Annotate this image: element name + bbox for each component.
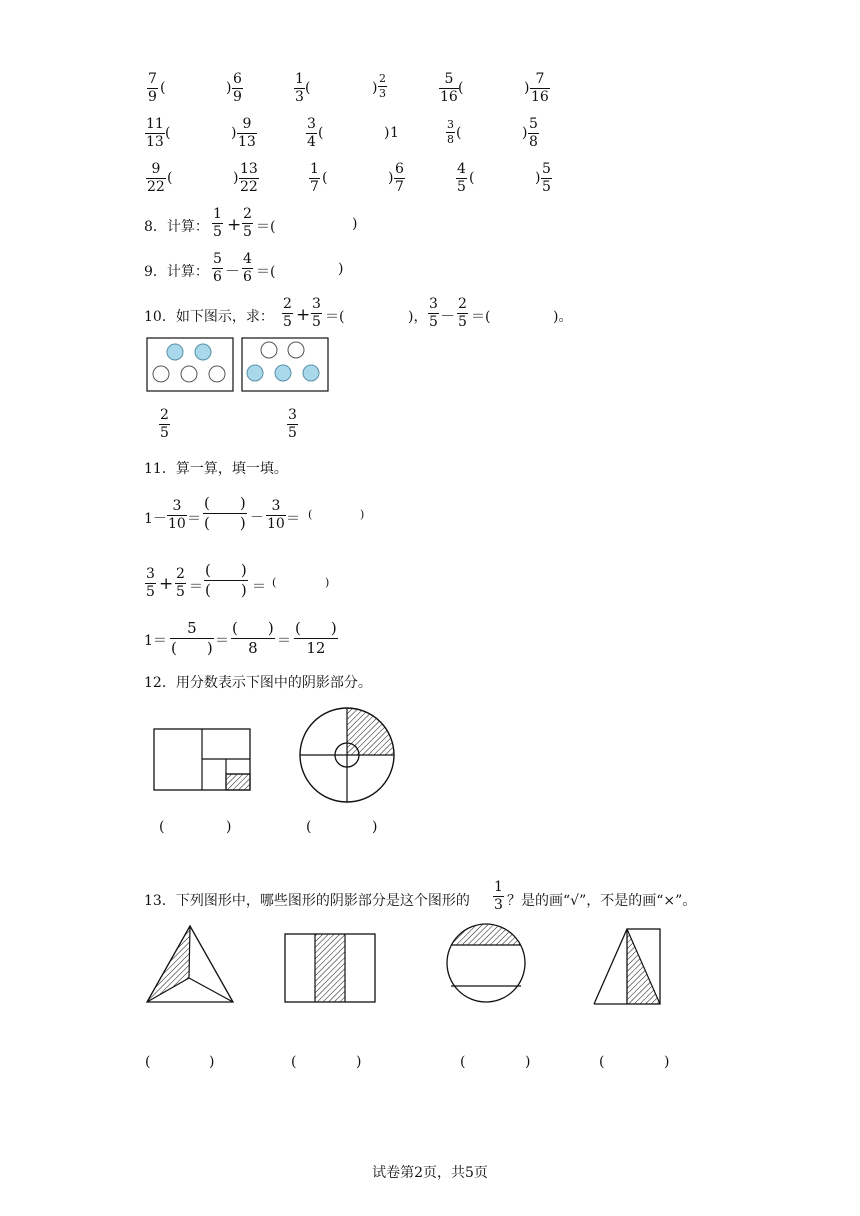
- fraction: [242, 207, 253, 240]
- fraction: [212, 207, 223, 240]
- blank-open: (: [458, 80, 464, 96]
- blank-close: ): [352, 216, 358, 232]
- denominator: 8: [248, 639, 258, 657]
- equals-open: ＝(: [471, 309, 491, 325]
- blank-open: (: [167, 170, 173, 186]
- circle-shaded-figure: [298, 706, 398, 806]
- denominator: 5: [283, 314, 292, 330]
- blank-open: (: [165, 125, 171, 141]
- answer-blank-close: ): [525, 1054, 531, 1070]
- numerator: 3: [146, 566, 155, 582]
- fraction: [493, 880, 504, 913]
- numerator: ( ): [205, 561, 247, 579]
- fraction: [530, 72, 550, 105]
- numerator: 4: [457, 161, 466, 177]
- blank-close: ): [226, 80, 232, 96]
- answer-blank-open[interactable]: (: [159, 819, 165, 835]
- answer-blank-open[interactable]: (: [291, 1054, 297, 1070]
- fraction: [456, 162, 467, 195]
- numerator: 7: [148, 71, 157, 87]
- fraction: [212, 252, 223, 285]
- numerator: 2: [283, 296, 292, 312]
- fraction: [294, 72, 305, 105]
- numerator: 4: [243, 251, 252, 267]
- denominator: 13: [238, 134, 256, 150]
- blank-open: (: [322, 170, 328, 186]
- fraction: [528, 117, 539, 150]
- denominator: 10: [267, 516, 285, 532]
- rectangle-shaded-figure: [153, 728, 253, 794]
- blank-fraction[interactable]: [294, 620, 338, 657]
- dot-diagram-two-fifths: [146, 337, 236, 393]
- answer-blank-close: ): [209, 1054, 215, 1070]
- blank-close: ): [535, 170, 541, 186]
- blank-close: ): [384, 125, 390, 141]
- numerator: 5: [542, 161, 551, 177]
- blank-close: ): [325, 576, 330, 589]
- blank-open[interactable]: (: [272, 576, 277, 589]
- numerator: ( ): [204, 494, 246, 512]
- denominator: 5: [146, 584, 155, 600]
- numerator: 1: [213, 206, 222, 222]
- numerator: 3: [312, 296, 321, 312]
- blank-close: ): [360, 508, 365, 521]
- fraction: [145, 117, 165, 150]
- blank-open[interactable]: (: [308, 508, 313, 521]
- denominator: 16: [440, 89, 458, 105]
- question-10-label: 10．如下图示，求：: [144, 309, 274, 325]
- blank-close: )，: [408, 309, 428, 325]
- blank-close: )。: [553, 309, 573, 325]
- numerator: 5: [187, 619, 197, 637]
- fraction: [311, 297, 322, 330]
- denominator: 3: [494, 897, 503, 913]
- fraction: [232, 72, 243, 105]
- denominator: 5: [213, 224, 222, 240]
- numerator: 11: [146, 116, 164, 132]
- denominator: 5: [457, 179, 466, 195]
- numerator: ( ): [232, 619, 274, 637]
- denominator: 5: [176, 584, 185, 600]
- denominator: 3: [295, 89, 304, 105]
- equals: ＝: [277, 633, 291, 649]
- blank-close: ): [388, 170, 394, 186]
- denominator: 7: [395, 179, 404, 195]
- rectangle-strip-figure: [284, 933, 378, 1005]
- denominator: 5: [288, 425, 297, 441]
- denominator: 13: [146, 134, 164, 150]
- denominator: 16: [531, 89, 549, 105]
- fraction: [239, 162, 259, 195]
- fraction: [147, 72, 158, 105]
- blank-open: (: [160, 80, 166, 96]
- answer-blank-close: ): [372, 819, 378, 835]
- numerator: 7: [535, 71, 545, 87]
- denominator: 12: [306, 639, 326, 657]
- denominator: 7: [310, 179, 319, 195]
- numerator: 3: [307, 116, 316, 132]
- numerator: 13: [240, 161, 258, 177]
- fraction: [439, 72, 459, 105]
- blank-open: (: [318, 125, 324, 141]
- numerator: 3: [172, 498, 182, 514]
- blank-close: ): [524, 80, 530, 96]
- fraction: [242, 252, 253, 285]
- fraction: [306, 117, 317, 150]
- equals-open: ＝(: [325, 309, 345, 325]
- numerator: 3: [447, 118, 454, 131]
- denominator: 5: [312, 314, 321, 330]
- denominator: 22: [240, 179, 258, 195]
- blank-open: (: [305, 80, 311, 96]
- fraction: [428, 297, 439, 330]
- numerator: 6: [233, 71, 242, 87]
- equals: ＝: [215, 633, 229, 649]
- equals-open: ＝(: [256, 219, 276, 235]
- equals: ＝: [187, 511, 201, 527]
- blank-fraction[interactable]: [170, 620, 214, 657]
- answer-blank-close: ): [226, 819, 232, 835]
- numerator: 1: [494, 879, 503, 895]
- denominator: ( ): [205, 581, 247, 599]
- answer-blank-open[interactable]: (: [145, 1054, 151, 1070]
- question-11-label: 11．算一算，填一填。: [144, 461, 288, 477]
- whole-equals: 1＝: [144, 633, 167, 649]
- operator: +: [159, 574, 174, 594]
- blank-close: ): [522, 125, 528, 141]
- numerator: ( ): [295, 619, 337, 637]
- question-13-label-tail: ？是的画“√”，不是的画“×”。: [507, 893, 697, 909]
- fraction: [378, 73, 387, 100]
- fraction: [309, 162, 320, 195]
- circle-band-figure: [445, 922, 529, 1006]
- blank-close: ): [233, 170, 239, 186]
- blank-close: ): [338, 261, 344, 277]
- numerator: 2: [176, 566, 185, 582]
- numerator: 2: [243, 206, 252, 222]
- numerator: 1: [310, 161, 319, 177]
- denominator: 8: [529, 134, 538, 150]
- fraction: [457, 297, 468, 330]
- answer-blank-open[interactable]: (: [306, 819, 312, 835]
- numerator: 3: [429, 296, 438, 312]
- equals: ＝: [252, 579, 266, 595]
- denominator: 5: [429, 314, 438, 330]
- equals: ＝: [189, 579, 203, 595]
- blank-close: ): [231, 125, 237, 141]
- denominator: 4: [307, 134, 316, 150]
- fraction: [282, 297, 293, 330]
- numerator: 2: [458, 296, 467, 312]
- numerator: 5: [529, 116, 538, 132]
- numerator: 9: [242, 116, 252, 132]
- numerator: 2: [379, 72, 386, 85]
- denominator: 5: [458, 314, 467, 330]
- numerator: 2: [160, 407, 169, 423]
- denominator: 8: [447, 133, 454, 146]
- fraction: [541, 162, 552, 195]
- denominator: ( ): [204, 514, 246, 532]
- fraction: [394, 162, 405, 195]
- equals: ＝: [286, 511, 300, 527]
- operator: －: [225, 262, 241, 280]
- triangle-in-rectangle-figure: [592, 927, 664, 1007]
- caption-fraction: [159, 408, 170, 441]
- numerator: 9: [151, 161, 161, 177]
- fraction: [237, 117, 257, 150]
- numerator: 5: [213, 251, 222, 267]
- dot-diagram-three-fifths: [241, 337, 331, 393]
- fraction: [167, 499, 187, 532]
- fraction: [446, 119, 455, 146]
- denominator: 6: [213, 269, 222, 285]
- blank-fraction[interactable]: [204, 562, 248, 599]
- triangle-figure: [145, 924, 237, 1006]
- answer-blank-open[interactable]: (: [599, 1054, 605, 1070]
- numerator: 5: [444, 71, 454, 87]
- blank-fraction[interactable]: [231, 620, 275, 657]
- answer-blank-open[interactable]: (: [460, 1054, 466, 1070]
- question-8-label: 8．计算：: [144, 219, 209, 235]
- answer-blank-close: ): [356, 1054, 362, 1070]
- denominator: 5: [542, 179, 551, 195]
- operator: －: [440, 307, 456, 325]
- whole-number: 1: [390, 125, 399, 141]
- page-footer: 试卷第2页，共5页: [372, 1165, 488, 1181]
- question-9-label: 9．计算：: [144, 264, 209, 280]
- numerator: 3: [288, 407, 297, 423]
- equals-open: ＝(: [256, 264, 276, 280]
- operator: －: [250, 510, 264, 526]
- denominator: 10: [168, 516, 186, 532]
- caption-fraction: [287, 408, 298, 441]
- denominator: 9: [233, 89, 242, 105]
- denominator: 22: [147, 179, 165, 195]
- fraction: [266, 499, 286, 532]
- blank-open: (: [469, 170, 475, 186]
- denominator: 9: [148, 89, 157, 105]
- question-13-label: 13．下列图形中，哪些图形的阴影部分是这个图形的: [144, 893, 470, 909]
- blank-open: (: [456, 125, 462, 141]
- numerator: 3: [271, 498, 281, 514]
- blank-fraction[interactable]: [203, 495, 247, 532]
- blank-close: ): [372, 80, 378, 96]
- denominator: 3: [379, 87, 386, 100]
- numerator: 1: [295, 71, 304, 87]
- answer-blank-close: ): [664, 1054, 670, 1070]
- denominator: 5: [160, 425, 169, 441]
- denominator: ( ): [171, 639, 213, 657]
- fraction: [145, 567, 156, 600]
- question-12-label: 12．用分数表示下图中的阴影部分。: [144, 675, 372, 691]
- operator: +: [227, 215, 242, 235]
- fraction: [146, 162, 166, 195]
- denominator: 5: [243, 224, 252, 240]
- whole-minus: 1－: [144, 511, 167, 527]
- numerator: 6: [395, 161, 404, 177]
- fraction: [175, 567, 186, 600]
- denominator: 6: [243, 269, 252, 285]
- operator: +: [296, 305, 311, 325]
